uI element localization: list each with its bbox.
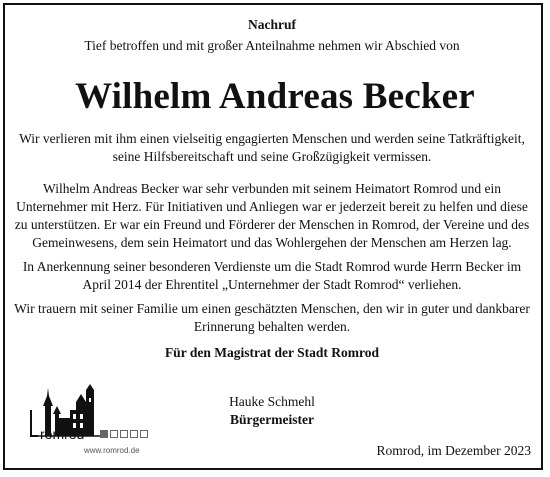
- sender-line: Für den Magistrat der Stadt Romrod: [164, 345, 380, 360]
- paragraph-line: Wir verlieren mit ihm einen vielseitig engagierten Menschen und werden seine Tatkräftigkeit,: [19, 131, 525, 146]
- paragraph-line: Gemeinwesens, dem sein Heimatort und das Wohlergehen der Menschen am Herzen lag.: [32, 235, 512, 250]
- deceased-name: Wilhelm Andreas Becker: [75, 76, 475, 117]
- paragraph-line: In Anerkennung seiner besonderen Verdienste um die Stadt Romrod wurde Herrn Becker im: [22, 259, 522, 274]
- signer-name: Hauke Schmehl: [229, 394, 315, 409]
- paragraph-line: Unternehmer mit Herz. Für Initiativen und Anliegen war er jederzeit bereit zu helfen und diese: [16, 199, 528, 214]
- logo-square: [140, 430, 148, 438]
- logo-square: [110, 430, 118, 438]
- paragraph-line: Wir trauern mit seiner Familie um einen geschätzten Menschen, den wir in guter und dankbarer: [14, 301, 530, 316]
- signer-title: Bürgermeister: [230, 412, 314, 427]
- logo-wordmark: romrod: [40, 426, 85, 442]
- place-date: Romrod, im Dezember 2023: [376, 443, 531, 458]
- paragraph-line: zu unterstützen. Er war ein Freund und Förderer der Menschen in Romrod, der Vereine und des: [14, 217, 530, 232]
- logo-square: [130, 430, 138, 438]
- paragraph-line: Erinnerung behalten werden.: [193, 319, 351, 334]
- paragraph-line: April 2014 der Ehrentitel „Unternehmer der Stadt Romrod“ verliehen.: [82, 277, 462, 292]
- intro-line: Tief betroffen und mit großer Anteilnahme nehmen wir Abschied von: [84, 38, 460, 53]
- logo-url: www.romrod.de: [84, 446, 140, 455]
- logo-squares: [100, 430, 148, 438]
- notice-heading: Nachruf: [248, 17, 296, 32]
- paragraph-line: Wilhelm Andreas Becker war sehr verbunden mit seinem Heimatort Romrod und ein: [43, 181, 501, 196]
- logo-square: [100, 430, 108, 438]
- paragraph-line: seine Hilfsbereitschaft und seine Großzügigkeit vermissen.: [112, 149, 432, 164]
- logo-square: [120, 430, 128, 438]
